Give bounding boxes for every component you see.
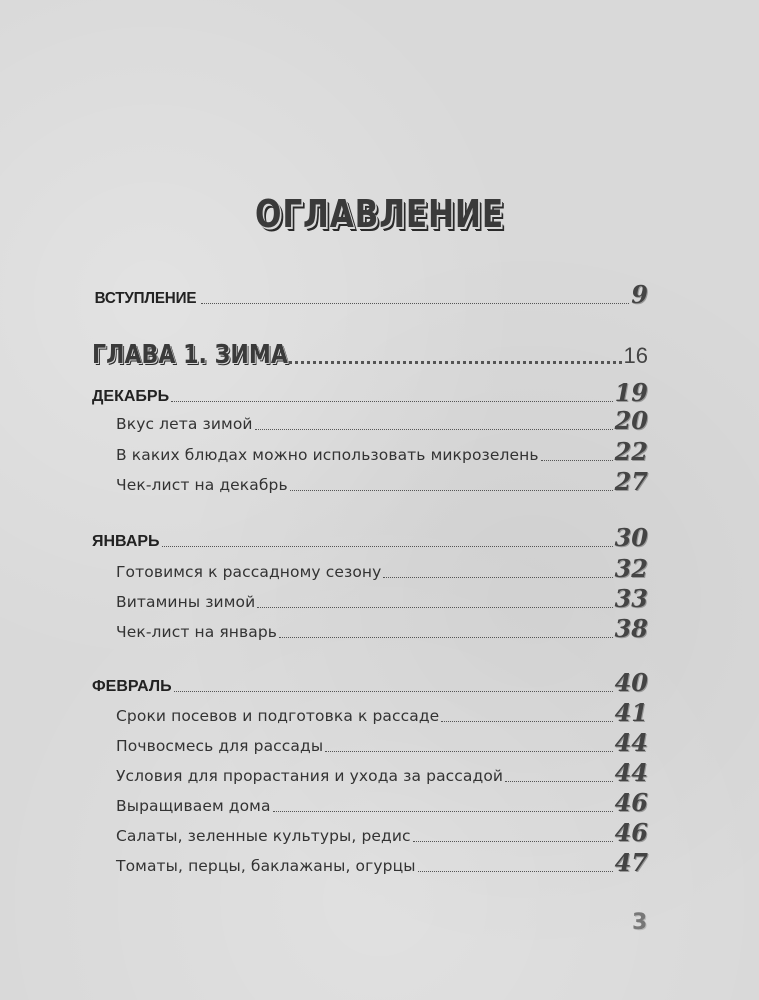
toc-entry-february[interactable] xyxy=(92,668,648,697)
toc-page-number: 32 xyxy=(614,554,648,583)
toc-entry-label: Выращиваем дома xyxy=(116,797,271,815)
toc-entry[interactable] xyxy=(116,467,648,496)
dot-leader xyxy=(541,460,613,461)
dot-leader xyxy=(273,811,613,812)
dot-leader xyxy=(441,721,612,722)
dot-leader xyxy=(255,429,613,430)
toc-page-number: 20 xyxy=(614,406,648,435)
toc-entry[interactable] xyxy=(116,788,648,817)
toc-entry[interactable] xyxy=(116,437,648,466)
toc-entry-introduction[interactable] xyxy=(92,280,648,309)
toc-page-number: 33 xyxy=(614,584,648,613)
toc-entry-label: Готовимся к рассадному сезону xyxy=(116,563,382,581)
dot-leader xyxy=(174,691,613,692)
toc-entry[interactable] xyxy=(116,698,648,727)
toc-entry-chapter-1[interactable] xyxy=(92,340,648,370)
toc-entry[interactable] xyxy=(116,406,648,435)
toc-page-number: 40 xyxy=(614,668,648,697)
dot-leader xyxy=(418,871,613,872)
toc-entry-label: Чек-лист на декабрь xyxy=(116,476,288,494)
toc-entry-label: Условия для прорастания и ухода за рассадой xyxy=(116,767,504,785)
toc-page-number: 27 xyxy=(614,467,648,496)
dot-leader xyxy=(257,607,612,608)
toc-entry-label: ВСТУПЛЕНИЕ xyxy=(94,290,197,307)
toc-entry[interactable] xyxy=(116,728,648,757)
toc-page-number: 44 xyxy=(614,758,648,787)
toc-entry-january[interactable] xyxy=(92,523,648,552)
toc-entry-label: Салаты, зеленные культуры, редис xyxy=(116,827,411,845)
dot-leader xyxy=(162,546,613,547)
toc-page-number: 16 xyxy=(623,343,648,368)
toc-entry-label: ДЕКАБРЬ xyxy=(92,388,170,405)
dot-leader xyxy=(325,751,612,752)
toc-entry[interactable] xyxy=(116,554,648,583)
toc-entry-label: ФЕВРАЛЬ xyxy=(92,678,172,695)
toc-entry[interactable] xyxy=(116,584,648,613)
dot-leader xyxy=(383,577,612,578)
toc-page-number: 46 xyxy=(614,788,648,817)
toc-entry-label: В каких блюдах можно использовать микрозелень xyxy=(116,446,539,464)
dot-leader xyxy=(279,637,613,638)
toc-entry-label: ГЛАВА 1. ЗИМА xyxy=(92,340,288,370)
toc-entry[interactable] xyxy=(116,848,648,877)
toc-entry-label: Чек-лист на январь xyxy=(116,623,278,641)
toc-entry[interactable] xyxy=(116,818,648,847)
dot-leader xyxy=(289,361,622,364)
toc-page-number: 47 xyxy=(614,848,648,877)
toc-page-number: 46 xyxy=(614,818,648,847)
toc-page-number: 41 xyxy=(614,698,648,727)
dot-leader xyxy=(201,303,629,304)
toc-entry-label: Витамины зимой xyxy=(116,593,256,611)
toc-page-number: 30 xyxy=(614,523,648,552)
toc-page-number: 38 xyxy=(614,614,648,643)
toc-page-number: 22 xyxy=(614,437,648,466)
toc-entry-label: Почвосмесь для рассады xyxy=(116,737,324,755)
toc-page-number: 44 xyxy=(614,728,648,757)
dot-leader xyxy=(413,841,613,842)
toc-entry-label: Сроки посевов и подготовка к рассаде xyxy=(116,707,440,725)
toc-entry[interactable] xyxy=(116,614,648,643)
toc-entry-label: Томаты, перцы, баклажаны, огурцы xyxy=(116,857,416,875)
toc-page-number: 19 xyxy=(614,378,648,407)
dot-leader xyxy=(171,401,613,402)
page-title: ОГЛАВЛЕНИЕ xyxy=(255,192,504,236)
toc-entry[interactable] xyxy=(116,758,648,787)
toc-page-number: 9 xyxy=(631,280,648,309)
dot-leader xyxy=(505,781,613,782)
page-folio-number: 3 xyxy=(632,910,648,935)
dot-leader xyxy=(290,490,613,491)
toc-entry-december[interactable] xyxy=(92,378,648,407)
toc-entry-label: ЯНВАРЬ xyxy=(92,533,160,550)
toc-entry-label: Вкус лета зимой xyxy=(116,415,253,433)
